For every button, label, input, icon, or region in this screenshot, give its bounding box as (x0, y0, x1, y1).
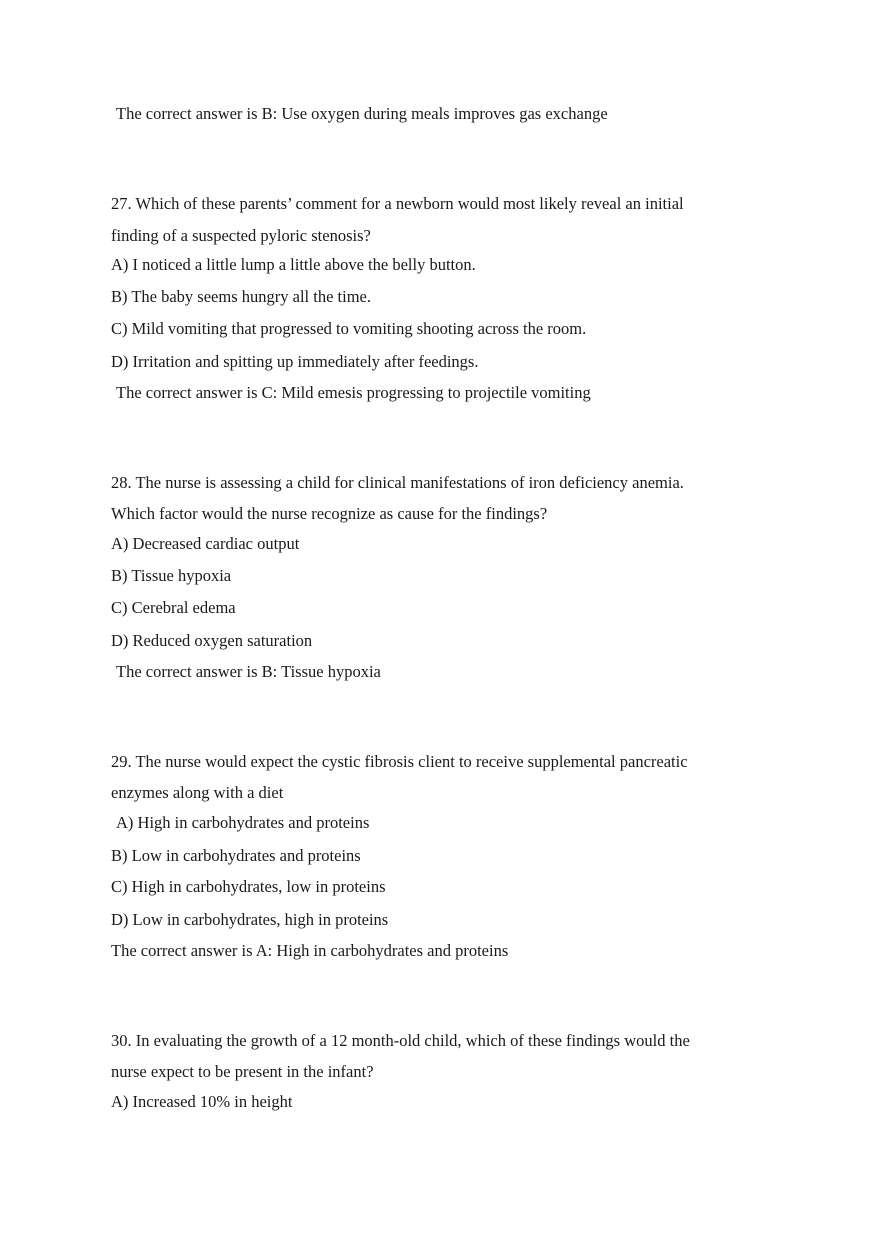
previous-answer: The correct answer is B: Use oxygen during meals improves gas exchange (116, 104, 608, 123)
answer-option: D) Reduced oxygen saturation (111, 631, 313, 650)
question-stem-line: nurse expect to be present in the infant? (111, 1062, 374, 1081)
answer-option: C) Mild vomiting that progressed to vomiting shooting across the room. (111, 319, 587, 338)
answer-option: A) High in carbohydrates and proteins (116, 813, 370, 832)
answer-option: C) High in carbohydrates, low in proteins (111, 877, 386, 896)
question-stem-line: enzymes along with a diet (111, 783, 284, 802)
correct-answer: The correct answer is C: Mild emesis progressing to projectile vomiting (116, 383, 591, 402)
answer-option: B) Tissue hypoxia (111, 566, 232, 585)
correct-answer: The correct answer is A: High in carbohydrates and proteins (111, 941, 509, 960)
answer-option: A) Increased 10% in height (111, 1092, 293, 1111)
answer-option: D) Irritation and spitting up immediately after feedings. (111, 352, 479, 371)
answer-option: D) Low in carbohydrates, high in proteins (111, 910, 389, 929)
question-stem-line: 30. In evaluating the growth of a 12 month-old child, which of these findings would the (111, 1031, 690, 1050)
question-stem-line: Which factor would the nurse recognize as cause for the findings? (111, 504, 548, 523)
question-stem-line: 27. Which of these parents’ comment for a newborn would most likely reveal an initial (111, 194, 684, 213)
answer-option: B) The baby seems hungry all the time. (111, 287, 371, 306)
answer-option: A) Decreased cardiac output (111, 534, 300, 553)
answer-option: A) I noticed a little lump a little above the belly button. (111, 255, 476, 274)
answer-option: C) Cerebral edema (111, 598, 236, 617)
correct-answer: The correct answer is B: Tissue hypoxia (116, 662, 381, 681)
answer-option: B) Low in carbohydrates and proteins (111, 846, 361, 865)
question-stem-line: 29. The nurse would expect the cystic fibrosis client to receive supplemental pancreatic (111, 752, 688, 771)
question-stem-line: finding of a suspected pyloric stenosis? (111, 226, 371, 245)
question-stem-line: 28. The nurse is assessing a child for clinical manifestations of iron deficiency anemia. (111, 473, 684, 492)
